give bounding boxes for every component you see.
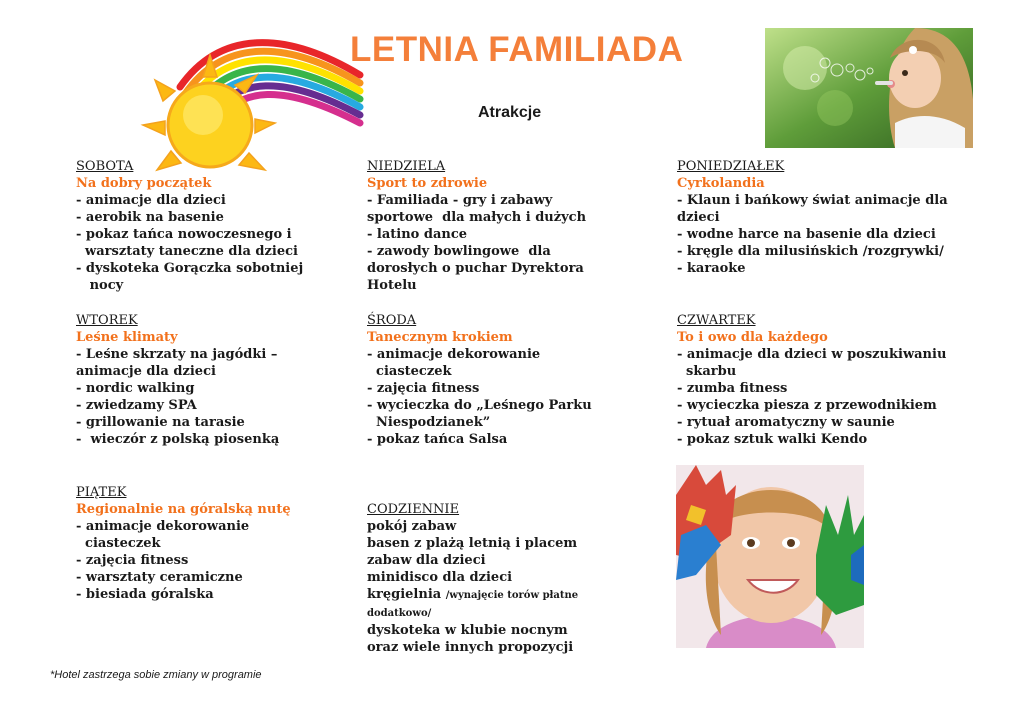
list-item: pokój zabaw: [367, 519, 457, 534]
list-item: - wodne harce na basenie dla dzieci: [677, 227, 936, 242]
day-block-codziennie: [367, 501, 607, 656]
list-item: basen z plażą letnią i placem: [367, 536, 578, 551]
list-item: ciasteczek: [367, 364, 452, 379]
list-item: minidisco dla dzieci: [367, 570, 513, 585]
day-theme: Tanecznym krokiem: [367, 330, 513, 345]
list-item: dyskoteka w klubie nocnym: [367, 623, 568, 638]
page-title: LETNIA FAMILIADA: [350, 30, 684, 69]
sun-rainbow-logo: [125, 25, 365, 180]
page-subtitle: Atrakcje: [478, 104, 542, 121]
list-item: - dyskoteka Gorączka sobotniej: [76, 261, 304, 276]
list-item: Hotelu: [367, 278, 417, 293]
list-item: - Leśne skrzaty na jagódki –: [76, 347, 278, 362]
list-item: - warsztaty ceramiczne: [76, 570, 243, 585]
list-item: - pokaz tańca nowoczesnego i: [76, 227, 292, 242]
day-theme: Sport to zdrowie: [367, 176, 488, 191]
day-block-sroda: [367, 312, 647, 448]
list-item: - animacje dla dzieci: [76, 193, 226, 208]
list-item: - wieczór z polską piosenką: [76, 432, 280, 447]
day-block-poniedzialek: [677, 158, 977, 277]
footnote: *Hotel zastrzega sobie zmiany w programie: [50, 669, 262, 681]
list-item: - pokaz sztuk walki Kendo: [677, 432, 868, 447]
list-item: - zajęcia fitness: [76, 553, 189, 568]
list-item: - aerobik na basenie: [76, 210, 224, 225]
list-item: - zwiedzamy SPA: [76, 398, 197, 413]
day-block-niedziela: [367, 158, 647, 294]
day-heading: ŚRODA: [367, 313, 417, 328]
list-item-bowling: [367, 586, 607, 622]
list-item: Niespodzianek”: [367, 415, 491, 430]
list-item: - biesiada góralska: [76, 587, 214, 602]
day-theme: Cyrkolandia: [677, 176, 765, 191]
list-item: - animacje dla dzieci w poszukiwaniu: [677, 347, 947, 362]
list-item: - Klaun i bańkowy świat animacje dla: [677, 193, 948, 208]
list-item: skarbu: [677, 364, 737, 379]
list-item: - kręgle dla milusińskich /rozgrywki/: [677, 244, 944, 259]
list-item: animacje dla dzieci: [76, 364, 216, 379]
list-item: dorosłych o puchar Dyrektora: [367, 261, 584, 276]
bowling-label: kręgielnia: [367, 587, 442, 602]
list-item: - wycieczka piesza z przewodnikiem: [677, 398, 937, 413]
day-heading: CODZIENNIE: [367, 502, 460, 517]
list-item: - zumba fitness: [677, 381, 788, 396]
day-heading: PONIEDZIAŁEK: [677, 159, 785, 174]
list-item: - wycieczka do „Leśnego Parku: [367, 398, 592, 413]
list-item: zabaw dla dzieci: [367, 553, 486, 568]
list-item: warsztaty taneczne dla dzieci: [76, 244, 298, 259]
list-item: - karaoke: [677, 261, 746, 276]
day-heading: WTOREK: [76, 313, 138, 328]
list-item: - rytuał aromatyczny w saunie: [677, 415, 895, 430]
list-item: nocy: [76, 278, 124, 293]
day-theme: To i owo dla każdego: [677, 330, 828, 345]
list-item: dzieci: [677, 210, 720, 225]
list-item: - latino dance: [367, 227, 468, 242]
day-block-sobota: [76, 158, 346, 294]
list-item: - animacje dekorowanie: [76, 519, 250, 534]
day-heading: NIEDZIELA: [367, 159, 446, 174]
day-theme: Na dobry początek: [76, 176, 212, 191]
day-heading: SOBOTA: [76, 159, 134, 174]
list-item: sportowe dla małych i dużych: [367, 210, 587, 225]
list-item: - grillowanie na tarasie: [76, 415, 245, 430]
day-block-wtorek: [76, 312, 346, 448]
bubbles-girl-photo: [765, 28, 973, 148]
list-item: - zajęcia fitness: [367, 381, 480, 396]
list-item: oraz wiele innych propozycji: [367, 640, 574, 655]
list-item: - Familiada - gry i zabawy: [367, 193, 553, 208]
day-block-piatek: [76, 484, 346, 603]
day-heading: CZWARTEK: [677, 313, 756, 328]
day-theme: Regionalnie na góralską nutę: [76, 502, 291, 517]
list-item: - zawody bowlingowe dla: [367, 244, 551, 259]
day-theme: Leśne klimaty: [76, 330, 178, 345]
day-block-czwartek: [677, 312, 977, 448]
bowling-note: /wynajęcie torów płatne dodatkowo/: [367, 590, 579, 619]
list-item: - animacje dekorowanie: [367, 347, 541, 362]
list-item: ciasteczek: [76, 536, 161, 551]
list-item: - nordic walking: [76, 381, 195, 396]
painted-hands-girl-photo: [676, 465, 864, 648]
day-heading: PIĄTEK: [76, 485, 127, 500]
list-item: - pokaz tańca Salsa: [367, 432, 508, 447]
